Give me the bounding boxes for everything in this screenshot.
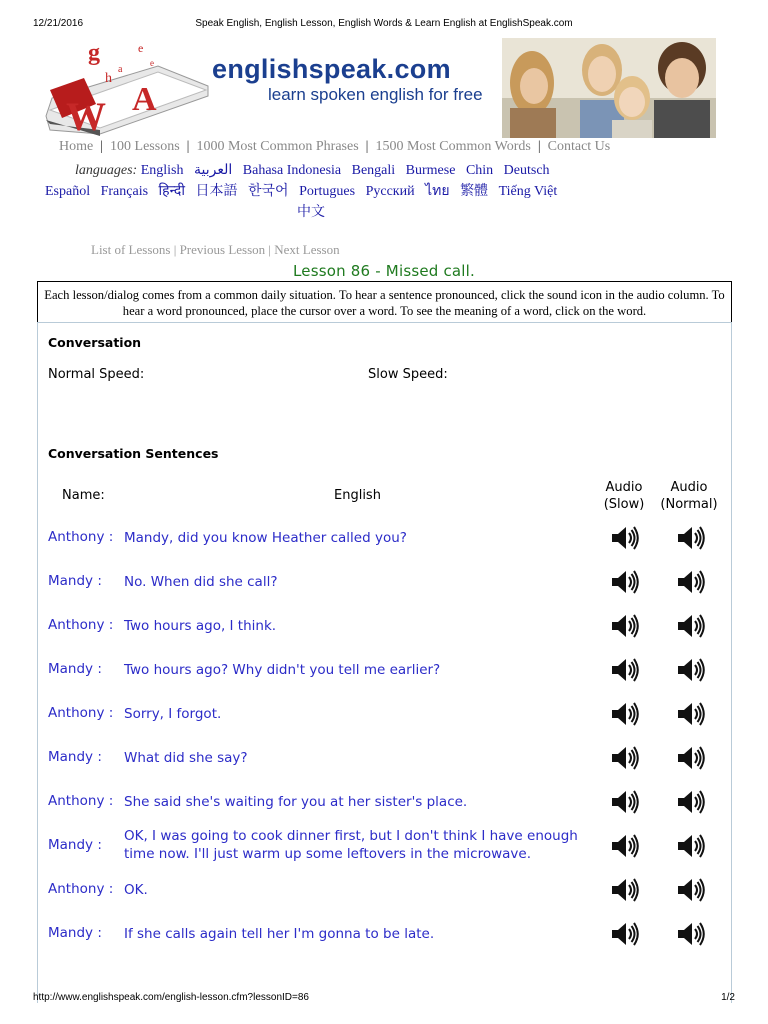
sentence-row: [38, 780, 731, 824]
lang-russian[interactable]: Русский: [365, 184, 415, 199]
sentence-text[interactable]: Mandy, did you know Heather called you?: [124, 530, 407, 546]
sentence-row: [38, 692, 731, 736]
speaker-icon[interactable]: [674, 610, 706, 642]
nav-separator: |: [365, 139, 369, 154]
print-page-number: 1/2: [721, 992, 735, 1003]
speaker-icon[interactable]: [674, 654, 706, 686]
instructions-box: [37, 281, 732, 323]
col-audio-normal-line1: Audio: [670, 480, 708, 495]
speaker-icon[interactable]: [674, 830, 706, 862]
languages-label: languages:: [75, 163, 138, 178]
lang-arabic[interactable]: العربية: [194, 163, 233, 178]
sentence-row: [38, 648, 731, 692]
speaker-icon[interactable]: [674, 566, 706, 598]
sentence-text[interactable]: What did she say?: [124, 750, 248, 766]
col-english-header: English: [334, 488, 381, 503]
lesson-title: Lesson 86 - Missed call.: [292, 262, 476, 280]
speaker-icon[interactable]: [608, 566, 640, 598]
col-audio-slow-line2: (Slow): [603, 497, 645, 512]
lang-burmese[interactable]: Burmese: [405, 163, 456, 178]
nav-separator: |: [537, 139, 541, 154]
lang-traditional-chinese[interactable]: 繁體: [460, 184, 489, 199]
sentence-text[interactable]: She said she's waiting for you at her sister's place.: [124, 794, 468, 810]
speaker-name: Mandy :: [48, 837, 102, 853]
sentence-row: [38, 604, 731, 648]
col-audio-slow-line1: Audio: [605, 480, 643, 495]
logo-letter: g: [88, 40, 100, 66]
site-logo[interactable]: [40, 38, 220, 138]
sentence-row: [38, 868, 731, 912]
sentence-text[interactable]: Sorry, I forgot.: [124, 706, 222, 722]
sentence-text[interactable]: No. When did she call?: [124, 574, 278, 590]
lesson-nav-separator: |: [268, 242, 272, 257]
sentence-text[interactable]: OK, I was going to cook dinner first, but I don't think I have enough time now. I'll just warm up some leftovers in the microwave.: [124, 828, 578, 862]
lesson-nav: [91, 242, 340, 258]
col-audio-normal-header: [656, 479, 722, 513]
sentence-row: [38, 516, 731, 560]
normal-speed-label: Normal Speed:: [48, 367, 145, 382]
nav-separator: |: [186, 139, 190, 154]
speaker-icon[interactable]: [674, 918, 706, 950]
next-lesson-link[interactable]: Next Lesson: [274, 242, 340, 257]
logo-letter: a: [118, 64, 123, 75]
print-page-title: Speak English, English Lesson, English Words & Learn English at EnglishSpeak.com: [195, 18, 573, 29]
speaker-icon[interactable]: [674, 742, 706, 774]
speaker-name: Mandy :: [48, 573, 102, 589]
print-header: [33, 18, 735, 32]
col-audio-normal-line2: (Normal): [660, 497, 718, 512]
nav-1000-phrases[interactable]: 1000 Most Common Phrases: [196, 139, 359, 154]
lesson-nav-separator: |: [173, 242, 177, 257]
nav-separator: |: [100, 139, 104, 154]
lang-deutsch[interactable]: Deutsch: [503, 163, 550, 178]
lang-bengali[interactable]: Bengali: [351, 163, 396, 178]
speaker-icon[interactable]: [608, 522, 640, 554]
speaker-icon[interactable]: [608, 830, 640, 862]
instructions-text: Each lesson/dialog comes from a common daily situation. To hear a sentence pronounced, click the sound icon in the audio column. To hear a word pronounced, place the cursor over a word. To see the meaning of a word, click on the word.: [44, 288, 725, 318]
sentence-row: [38, 736, 731, 780]
speaker-icon[interactable]: [674, 698, 706, 730]
list-of-lessons-link[interactable]: List of Lessons: [91, 242, 171, 257]
previous-lesson-link[interactable]: Previous Lesson: [179, 242, 266, 257]
lang-vietnamese[interactable]: Tiếng Việt: [498, 184, 558, 199]
lang-francais[interactable]: Français: [100, 184, 149, 199]
speaker-icon[interactable]: [674, 874, 706, 906]
lang-japanese[interactable]: 日本語: [195, 184, 238, 199]
lang-espanol[interactable]: Español: [45, 184, 91, 199]
sentence-row: [38, 560, 731, 604]
print-url: http://www.englishspeak.com/english-lesson.cfm?lessonID=86: [33, 992, 309, 1003]
sentence-text[interactable]: OK.: [124, 882, 148, 898]
logo-letter: e: [150, 58, 154, 68]
slow-speed-label: Slow Speed:: [368, 367, 448, 382]
logo-letter: W: [66, 94, 106, 138]
conversation-heading: Conversation: [48, 335, 142, 350]
lang-english[interactable]: English: [140, 163, 184, 178]
col-name-header: Name:: [62, 488, 105, 503]
col-audio-slow-header: [594, 479, 654, 513]
logo-letter: A: [132, 81, 157, 118]
speaker-icon[interactable]: [608, 918, 640, 950]
speaker-name: Mandy :: [48, 749, 102, 765]
lang-bahasa-indonesia[interactable]: Bahasa Indonesia: [242, 163, 342, 178]
speaker-icon[interactable]: [608, 654, 640, 686]
logo-letter: h: [105, 71, 112, 86]
print-footer: [33, 992, 735, 1006]
speaker-icon[interactable]: [608, 874, 640, 906]
speaker-icon[interactable]: [608, 742, 640, 774]
speaker-name: Mandy :: [48, 925, 102, 941]
speaker-name: Anthony :: [48, 705, 114, 721]
sentence-text[interactable]: Two hours ago? Why didn't you tell me earlier?: [124, 662, 441, 678]
sentence-text[interactable]: Two hours ago, I think.: [124, 618, 277, 634]
print-date: 12/21/2016: [33, 18, 84, 29]
sentence-row: [38, 824, 731, 868]
site-banner: [40, 38, 716, 138]
lang-hindi[interactable]: हिन्दी: [158, 184, 185, 199]
speaker-name: Anthony :: [48, 793, 114, 809]
sentences-heading: Conversation Sentences: [48, 446, 219, 461]
nav-contact-us[interactable]: Contact Us: [547, 139, 611, 154]
speaker-name: Anthony :: [48, 617, 114, 633]
students-photo: [502, 38, 716, 138]
lesson-panel: [37, 322, 732, 1003]
lang-chin[interactable]: Chin: [465, 163, 494, 178]
speaker-icon[interactable]: [608, 786, 640, 818]
speaker-name: Anthony :: [48, 529, 114, 545]
lang-korean[interactable]: 한국어: [248, 184, 289, 199]
speaker-icon[interactable]: [608, 698, 640, 730]
nav-100-lessons[interactable]: 100 Lessons: [110, 139, 180, 154]
top-nav: [59, 139, 610, 155]
logo-letter: e: [138, 41, 144, 55]
sentence-row: [38, 912, 731, 956]
site-name[interactable]: englishspeak.com: [212, 54, 451, 84]
lang-portugues[interactable]: Portugues: [299, 184, 356, 199]
lang-thai[interactable]: ไทย: [425, 184, 450, 199]
speaker-name: Mandy :: [48, 661, 102, 677]
lang-simplified-chinese[interactable]: 中文: [297, 205, 325, 220]
speaker-name: Anthony :: [48, 881, 114, 897]
site-tagline: learn spoken english for free: [268, 85, 483, 104]
nav-home[interactable]: Home: [59, 139, 94, 154]
speaker-icon[interactable]: [674, 786, 706, 818]
speaker-icon[interactable]: [608, 610, 640, 642]
nav-1500-words[interactable]: 1500 Most Common Words: [375, 139, 531, 154]
sentence-text[interactable]: If she calls again tell her I'm gonna to be late.: [124, 926, 435, 942]
speaker-icon[interactable]: [674, 522, 706, 554]
language-selector: [45, 160, 725, 223]
